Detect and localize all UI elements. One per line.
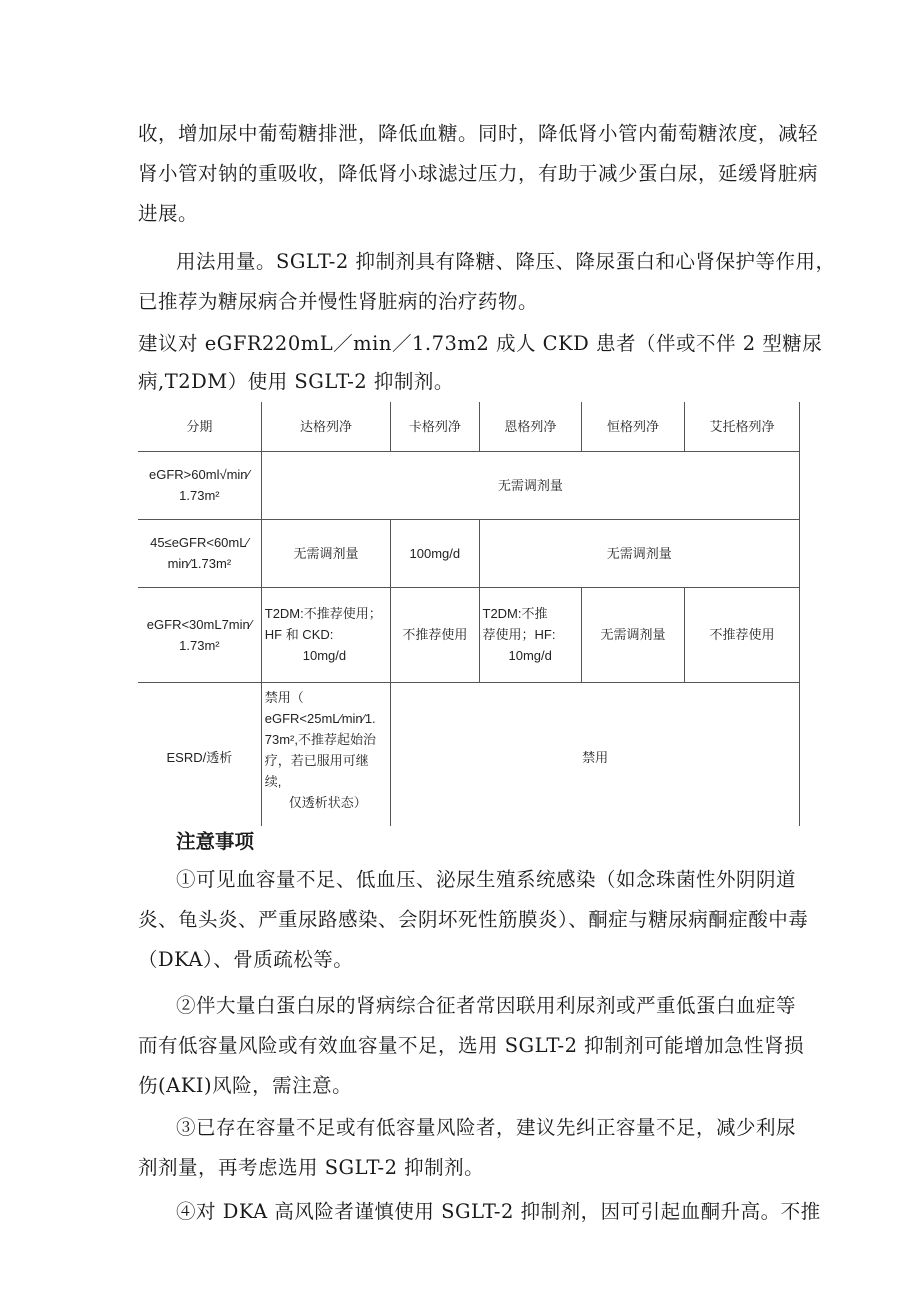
dose-cell: 100mg/d bbox=[391, 519, 479, 587]
header-stage: 分期 bbox=[138, 402, 261, 451]
paragraph-recommendation bbox=[138, 325, 823, 401]
table-row bbox=[138, 587, 800, 682]
dose-cell bbox=[261, 587, 390, 682]
dose-cell bbox=[261, 682, 390, 826]
text-line: 而有低容量风险或有效血容量不足，选用 SGLT-2 抑制剂可能增加急性肾损 bbox=[138, 1034, 805, 1057]
note-4 bbox=[138, 1192, 821, 1232]
stage-cell: ESRD/透析 bbox=[138, 682, 261, 826]
note-1 bbox=[138, 860, 809, 980]
cell-text: eGFR>60ml√min⁄ bbox=[149, 467, 250, 482]
cell-text: 10mg/d bbox=[302, 648, 347, 663]
stage-cell bbox=[138, 587, 261, 682]
cell-text: T2DM:不推 bbox=[482, 606, 548, 621]
header-empagliflozin: 恩格列净 bbox=[479, 402, 582, 451]
text-line: 炎、龟头炎、严重尿路感染、会阴坏死性筋膜炎）、酮症与糖尿病酮症酸中毒 bbox=[138, 908, 809, 931]
note-2 bbox=[138, 986, 805, 1106]
cell-text: 续, bbox=[264, 773, 282, 789]
merged-dose-cell: 禁用 bbox=[391, 682, 800, 826]
cell-text: 1.73m² bbox=[179, 488, 220, 503]
text-line: 肾小管对钠的重吸收，降低肾小球滤过压力，有助于减少蛋白尿，延缓肾脏病 bbox=[138, 162, 819, 185]
cell-text: 禁用（ bbox=[264, 689, 304, 705]
cell-text: 73m²,不推荐起始治 bbox=[264, 731, 376, 747]
dose-cell: 无需调剂量 bbox=[582, 587, 685, 682]
text-line: ③已存在容量不足或有低容量风险者，建议先纠正容量不足，减少利尿 bbox=[176, 1116, 797, 1139]
dosage-table bbox=[138, 402, 800, 826]
cell-text: 45≤eGFR<60mL⁄ bbox=[150, 535, 249, 550]
paragraph-usage bbox=[138, 242, 836, 322]
notes-heading: 注意事项 bbox=[176, 830, 255, 853]
table-row bbox=[138, 519, 800, 587]
header-canagliflozin: 卡格列净 bbox=[391, 402, 479, 451]
merged-dose-cell: 无需调剂量 bbox=[261, 451, 799, 519]
merged-dose-cell: 无需调剂量 bbox=[479, 519, 800, 587]
cell-text: 仅透析状态） bbox=[288, 794, 367, 810]
text-line: 伤(AKI)风险，需注意。 bbox=[138, 1074, 353, 1097]
text-line: 建议对 eGFR220mL／min／1.73m2 成人 CKD 患者（伴或不伴 2 型糖尿 bbox=[138, 332, 823, 355]
paragraph-mechanism bbox=[138, 114, 819, 234]
cell-text: 荐使用；HF: bbox=[482, 627, 556, 642]
dose-cell: 不推荐使用 bbox=[684, 587, 799, 682]
cell-text: T2DM:不推荐使用； bbox=[264, 606, 382, 621]
text-line: ②伴大量白蛋白尿的肾病综合征者常因联用利尿剂或严重低蛋白血症等 bbox=[176, 994, 797, 1017]
text-line: ①可见血容量不足、低血压、泌尿生殖系统感染（如念珠菌性外阴阴道 bbox=[176, 868, 797, 891]
table-row bbox=[138, 451, 800, 519]
table-row bbox=[138, 682, 800, 826]
text-line: 收，增加尿中葡萄糖排泄，降低血糖。同时，降低肾小管内葡萄糖浓度，减轻 bbox=[138, 122, 819, 145]
text-line: （DKA）、骨质疏松等。 bbox=[138, 948, 354, 971]
cell-text: eGFR<30mL7min⁄ bbox=[146, 616, 252, 632]
cell-text: HF 和 CKD: bbox=[264, 627, 334, 642]
header-ertugliflozin: 艾托格列净 bbox=[684, 402, 799, 451]
text-line: 用法用量。SGLT-2 抑制剂具有降糖、降压、降尿蛋白和心肾保护等作用， bbox=[176, 250, 836, 273]
cell-text: min⁄1.73m² bbox=[167, 556, 232, 571]
header-henagliflozin: 恒格列净 bbox=[582, 402, 685, 451]
dose-cell: 无需调剂量 bbox=[261, 519, 390, 587]
cell-text: 1.73m² bbox=[179, 637, 220, 653]
header-dapagliflozin: 达格列净 bbox=[261, 402, 390, 451]
stage-cell bbox=[138, 451, 261, 519]
text-line: 进展。 bbox=[138, 202, 199, 225]
dosage-table-container bbox=[138, 402, 800, 826]
stage-cell bbox=[138, 519, 261, 587]
text-line: ④对 DKA 高风险者谨慎使用 SGLT-2 抑制剂，因可引起血酮升高。不推 bbox=[176, 1200, 821, 1223]
table-header-row bbox=[138, 402, 800, 451]
text-line: 已推荐为糖尿病合并慢性肾脏病的治疗药物。 bbox=[138, 290, 539, 313]
cell-text: 疗，若已服用可继 bbox=[264, 752, 369, 768]
note-3 bbox=[138, 1108, 802, 1188]
text-line: 病,T2DM）使用 SGLT-2 抑制剂。 bbox=[138, 370, 454, 393]
dose-cell: 不推荐使用 bbox=[391, 587, 479, 682]
cell-text: eGFR<25mL⁄min⁄1. bbox=[264, 710, 376, 726]
text-line: 剂剂量，再考虑选用 SGLT-2 抑制剂。 bbox=[138, 1156, 485, 1179]
cell-text: 10mg/d bbox=[508, 648, 552, 663]
dose-cell bbox=[479, 587, 582, 682]
